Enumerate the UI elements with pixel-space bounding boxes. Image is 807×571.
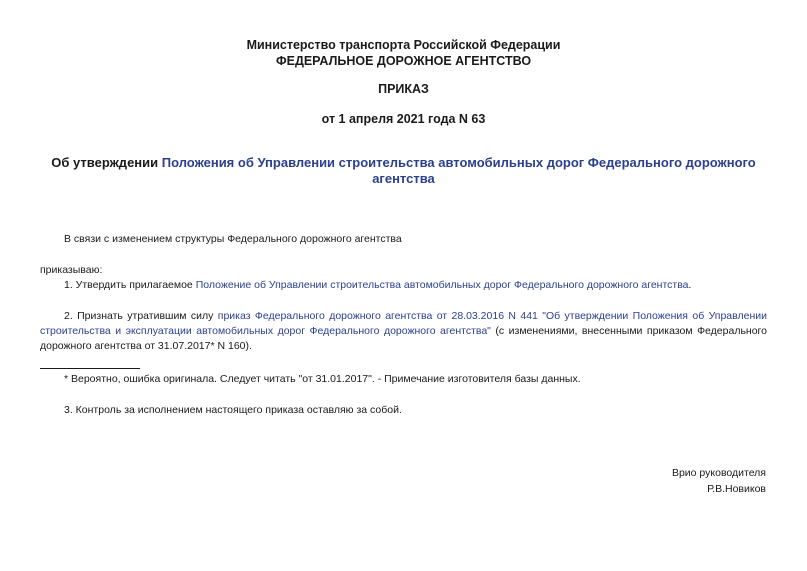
item-2-link[interactable]: приказ Федерального дорожного агентства от 28.03.2016 N 441 "Об утверждении Положения об Управлении строительства и эксплуатации автомобильных дорог Федерального дорожного агентства" xyxy=(40,310,767,337)
item-2-suffix: (с изменениями, внесенными приказом Федерального дорожного агентства от 31.07.2017* N 160). xyxy=(40,325,767,352)
title-link[interactable]: Положения об Управлении строительства автомобильных дорог Федерального дорожного агентства xyxy=(161,155,756,186)
order-word: приказываю: xyxy=(40,264,103,276)
item-1-prefix: 1. Утвердить прилагаемое xyxy=(64,279,196,291)
agency-heading: ФЕДЕРАЛЬНОЕ ДОРОЖНОЕ АГЕНТСТВО xyxy=(275,54,532,68)
item-1-link[interactable]: Положение об Управлении строительства автомобильных дорог Федерального дорожного агентства xyxy=(195,279,689,291)
item-2-prefix: 2. Признать утратившим силу xyxy=(64,310,218,322)
ministry-heading: Министерство транспорта Российской Федерации xyxy=(246,38,561,52)
footnote: * Вероятно, ошибка оригинала. Следует читать "от 31.01.2017". - Примечание изготовителя базы данных. xyxy=(64,373,581,385)
item-3: 3. Контроль за исполнением настоящего приказа оставляю за собой. xyxy=(64,404,402,416)
item-2 xyxy=(40,309,767,354)
date-number-heading: от 1 апреля 2021 года N 63 xyxy=(321,112,486,126)
intro-paragraph: В связи с изменением структуры Федерального дорожного агентства xyxy=(64,233,402,245)
title-prefix: Об утверждении xyxy=(51,155,162,170)
doc-type-heading: ПРИКАЗ xyxy=(378,82,429,96)
signature-name: Р.В.Новиков xyxy=(707,483,766,495)
item-1-suffix: . xyxy=(688,279,692,291)
footnote-divider xyxy=(40,368,140,369)
item-1 xyxy=(64,278,764,293)
document-title xyxy=(40,155,767,187)
signature-position: Врио руководителя xyxy=(671,467,766,479)
